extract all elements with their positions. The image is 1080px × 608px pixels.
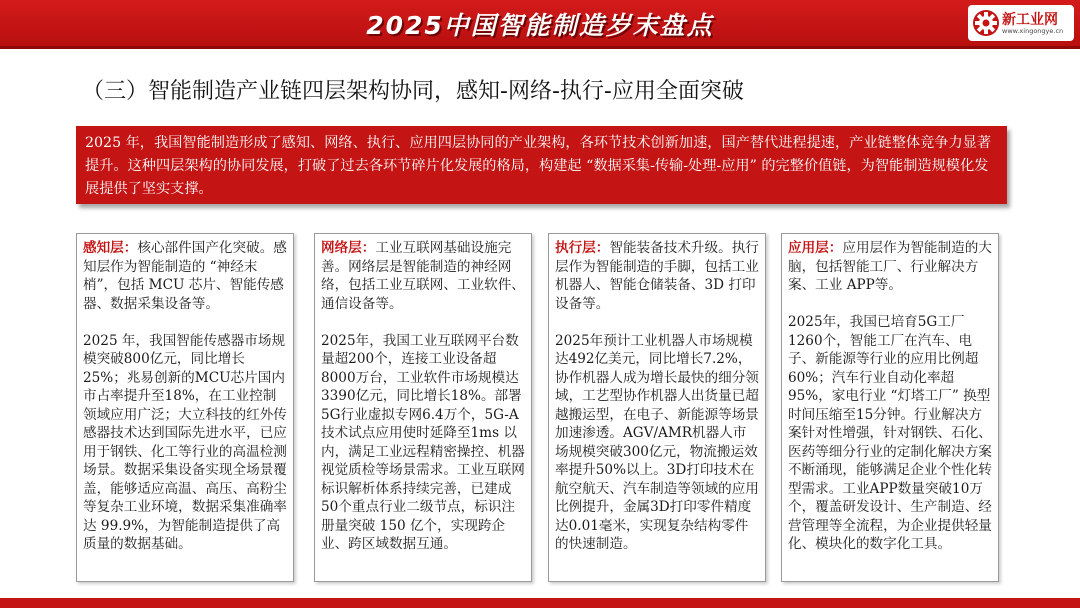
logo-name: 新工业网 xyxy=(1002,12,1058,28)
summary-box: 2025 年，我国智能制造形成了感知、网络、执行、应用四层协同的产业架构，各环节技术创新加速，国产替代进程提速，产业链整体竞争力显著提升。这种四层架构的协同发展，打破了过去各环节碎片化发展的格局，构建起 “数据采集-传输-处理-应用” 的完整价值链，为智能制造规模化发展提供了坚实支撑。 xyxy=(76,126,1007,204)
gear-icon xyxy=(972,9,1000,37)
card-intro: 感知层：核心部件国产化突破。感知层作为智能制造的 “神经末梢”，包括 MCU 芯片、智能传感器、数据采集设备等。 xyxy=(83,240,287,312)
card-intro: 执行层：智能装备技术升级。执行层作为智能制造的手脚，包括工业机器人、智能仓储装备、3D 打印设备等。 xyxy=(555,240,759,312)
card-body: 2025年，我国已培育5G工厂1260个，智能工厂在汽车、电子、新能源等行业的应用比例超60%；汽车行业自动化率超95%，家电行业 “灯塔工厂” 换型时间压缩至15分钟。行业解决方案针对性增强，针对钢铁、石化、医药等细分行业的定制化解决方案不断涌现，能够满足企业个性化转型需求。工业APP数量突破10万个，覆盖研发设计、生产制造、经营管理等全流程，为企业提供轻量化、模块化的数字化工具。 xyxy=(788,314,992,552)
card-body: 2025年，我国工业互联网平台数量超200个，连接工业设备超8000万台，工业软件市场规模达3390亿元，同比增长18%。部署5G行业虚拟专网6.4万个，5G-A技术试点应用使时延降至1ms 以内，满足工业远程精密操控、机器视觉质检等场景需求。工业互联网标识解析体系持续完善，已建成50个重点行业二级节点，标识注册量突破 150 亿个，实现跨企业、跨区域数据互通。 xyxy=(321,332,525,552)
card-body: 2025 年，我国智能传感器市场规模突破800亿元，同比增长25%；兆易创新的MCU芯片国内市占率提升至18%，在工业控制领域应用广泛；大立科技的红外传感器技术达到国际先进水平，已应用于钢铁、化工等行业的高温检测场景。数据采集设备实现全场景覆盖，能够适应高温、高压、高粉尘等复杂工业环境，数据采集准确率达 99.9%，为智能制造提供了高质量的数据基础。 xyxy=(83,332,287,552)
card-body: 2025年预计工业机器人市场规模达492亿美元，同比增长7.2%，协作机器人成为增长最快的细分领域，工艺型协作机器人出货量已超越搬运型，在电子、新能源等场景加速渗透。AGV/AMR机器人市场规模突破300亿元，物流搬运效率提升50%以上。3D打印技术在航空航天、汽车制造等领域的应用比例提升，金属3D打印零件精度达0.01毫米，实现复杂结构零件的快速制造。 xyxy=(555,332,759,552)
footer-bar xyxy=(0,598,1080,608)
card-intro: 应用层：应用层作为智能制造的大脑，包括智能工厂、行业解决方案、工业 APP等。 xyxy=(788,240,992,293)
card-label: 应用层： xyxy=(788,240,843,256)
execution-layer-card xyxy=(548,233,766,582)
perception-layer-card xyxy=(76,233,294,582)
card-label: 网络层： xyxy=(321,240,376,256)
header-bar xyxy=(0,0,1080,49)
page-title: 2025中国智能制造岁末盘点 xyxy=(366,11,714,40)
card-label: 感知层： xyxy=(83,240,138,256)
application-layer-card xyxy=(781,233,999,582)
card-intro: 网络层：工业互联网基础设施完善。网络层是智能制造的神经网络，包括工业互联网、工业软件、通信设备等。 xyxy=(321,240,525,312)
brand-logo[interactable] xyxy=(968,5,1074,41)
card-label: 执行层： xyxy=(555,240,610,256)
logo-url: www.xingongye.cn xyxy=(1002,27,1064,35)
network-layer-card xyxy=(314,233,532,582)
section-heading: （三）智能制造产业链四层架构协同，感知-网络-执行-应用全面突破 xyxy=(82,79,744,104)
